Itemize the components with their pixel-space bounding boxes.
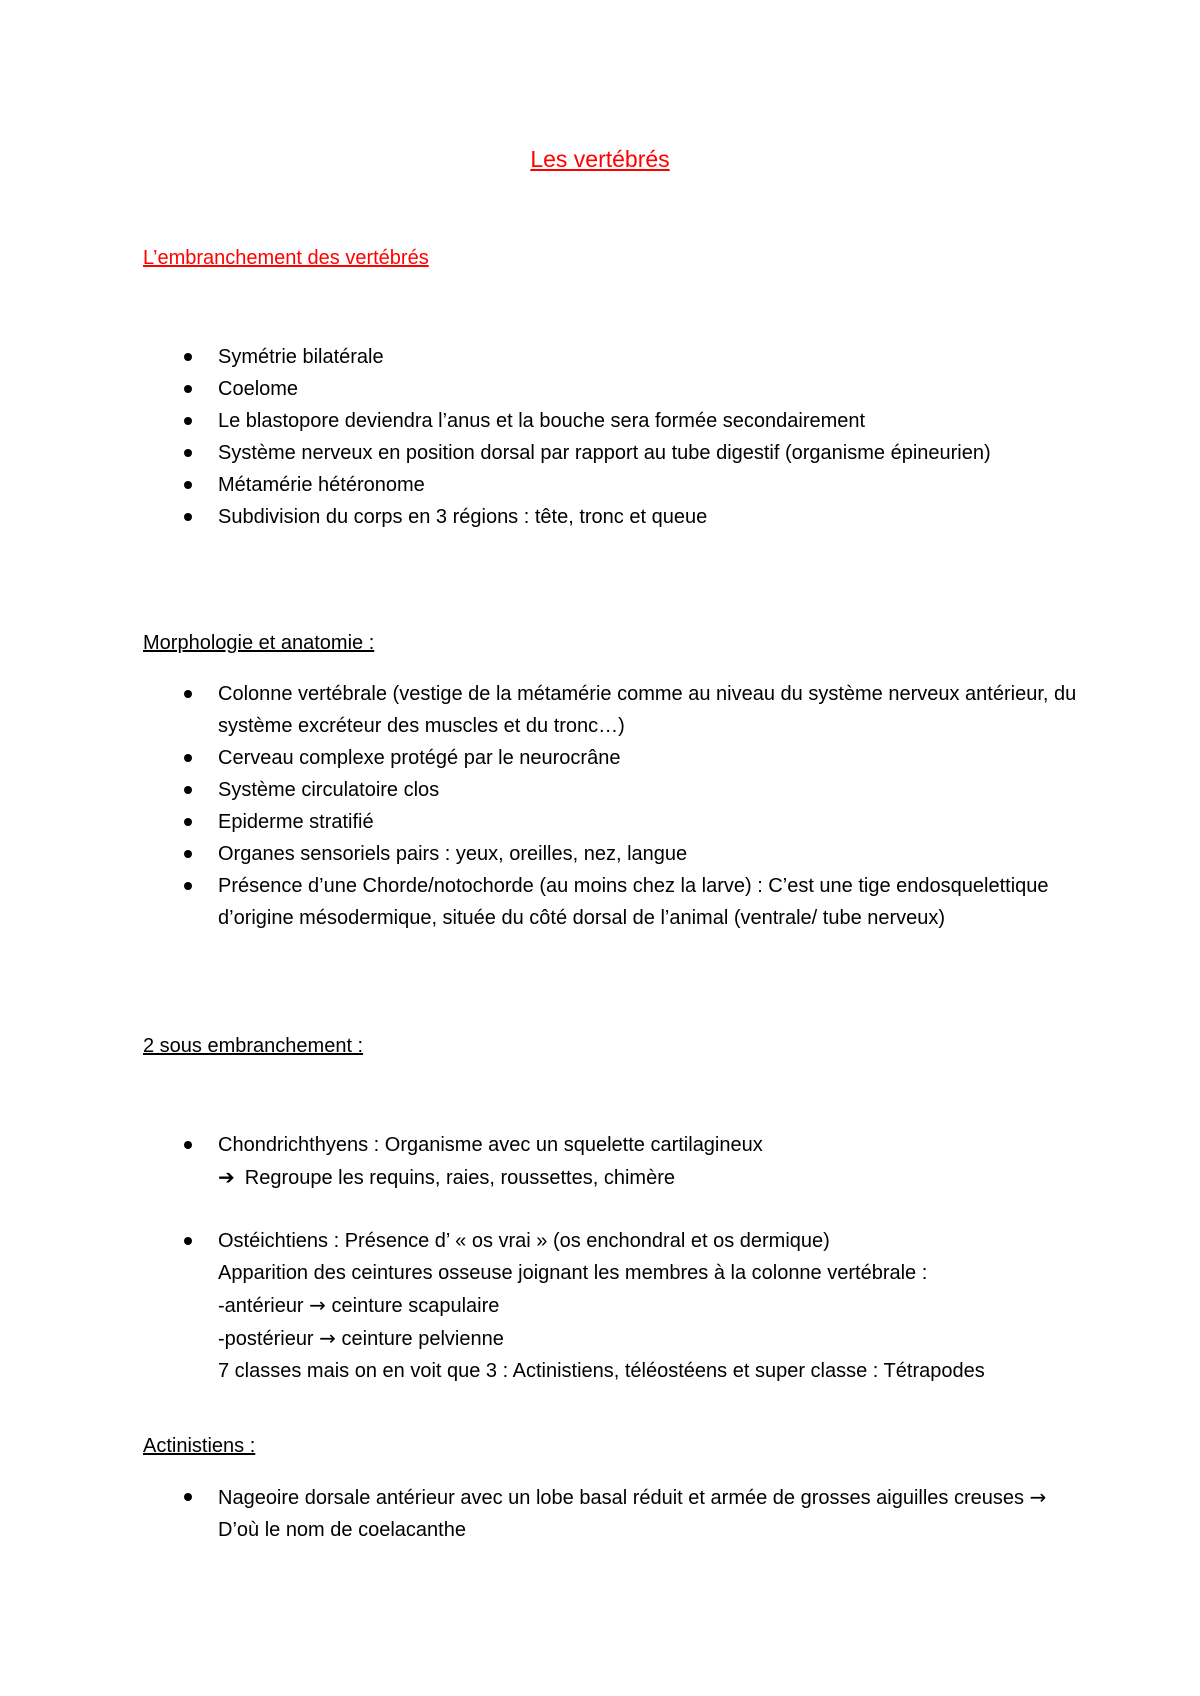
- bullet-icon: [184, 1237, 192, 1245]
- bullet-icon: [184, 786, 192, 794]
- list-item: Cerveau complexe protégé par le neurocrâne: [0, 742, 1200, 774]
- bullet-icon: [184, 1493, 192, 1501]
- arrow-right-icon: →: [319, 1326, 336, 1350]
- list-item: Subdivision du corps en 3 régions : tête, tronc et queue: [0, 501, 1200, 533]
- bullet-icon: [184, 690, 192, 698]
- arrow-right-icon: ➔: [218, 1165, 235, 1189]
- bullet-icon: [184, 850, 192, 858]
- bullet-icon: [184, 754, 192, 762]
- list-osteichtyens: [0, 1225, 1200, 1387]
- arrow-right-icon: →: [309, 1293, 326, 1317]
- list-item: Système circulatoire clos: [0, 774, 1200, 806]
- bullet-icon: [184, 449, 192, 457]
- list-item: Coelome: [0, 373, 1200, 405]
- list-item: Symétrie bilatérale: [0, 341, 1200, 373]
- list-item: Le blastopore deviendra l’anus et la bouche sera formée secondairement: [0, 405, 1200, 437]
- list-morphologie: [0, 678, 1200, 934]
- bullet-icon: [184, 882, 192, 890]
- list-item: Métamérie hétéronome: [0, 469, 1200, 501]
- page-title: Les vertébrés: [530, 146, 670, 172]
- list-item: Epiderme stratifié: [0, 806, 1200, 838]
- section-heading-sous-embranchement: 2 sous embranchement :: [143, 1035, 364, 1057]
- list-item: Colonne vertébrale (vestige de la métamérie comme au niveau du système nerveux antérieur, du système excréteur des muscles et du tronc…): [0, 678, 1200, 742]
- bullet-icon: [184, 818, 192, 826]
- list-item: Présence d’une Chorde/notochorde (au moins chez la larve) : C’est une tige endosquelettique d’origine mésodermique, située du côté dorsal de l’animal (ventrale/ tube nerveux): [0, 870, 1200, 934]
- bullet-icon: [184, 417, 192, 425]
- bullet-icon: [184, 513, 192, 521]
- section-heading-actinistiens: Actinistiens :: [143, 1435, 256, 1457]
- bullet-icon: [184, 1141, 192, 1149]
- list-actinistiens: [0, 1481, 1200, 1546]
- list-item: Ostéichtiens : Présence d’ « os vrai » (os enchondral et os dermique) Apparition des ceintures osseuse joignant les membres à la colonne vertébrale : -antérieur → ceinture scapulaire -postérieur → ceinture pelvienne 7 classes mais on en voit que 3 : Actinistiens, téléostéens et super classe : Tétrapodes: [0, 1225, 1200, 1387]
- list-item: Organes sensoriels pairs : yeux, oreilles, nez, langue: [0, 838, 1200, 870]
- bullet-icon: [184, 353, 192, 361]
- bullet-icon: [184, 385, 192, 393]
- list-chondrichthyens: [0, 1129, 1200, 1194]
- list-item: Nageoire dorsale antérieur avec un lobe basal réduit et armée de grosses aiguilles creuses → D’où le nom de coelacanthe: [0, 1481, 1200, 1546]
- list-item: Système nerveux en position dorsal par rapport au tube digestif (organisme épineurien): [0, 437, 1200, 469]
- bullet-icon: [184, 481, 192, 489]
- arrow-right-icon: →: [1029, 1485, 1047, 1509]
- list-embranchement: [0, 341, 1200, 533]
- list-item: Chondrichthyens : Organisme avec un squelette cartilagineux ➔ Regroupe les requins, raies, roussettes, chimère: [0, 1129, 1200, 1194]
- section-heading-morphologie: Morphologie et anatomie :: [143, 632, 375, 654]
- section-heading-embranchement: L’embranchement des vertébrés: [143, 247, 429, 269]
